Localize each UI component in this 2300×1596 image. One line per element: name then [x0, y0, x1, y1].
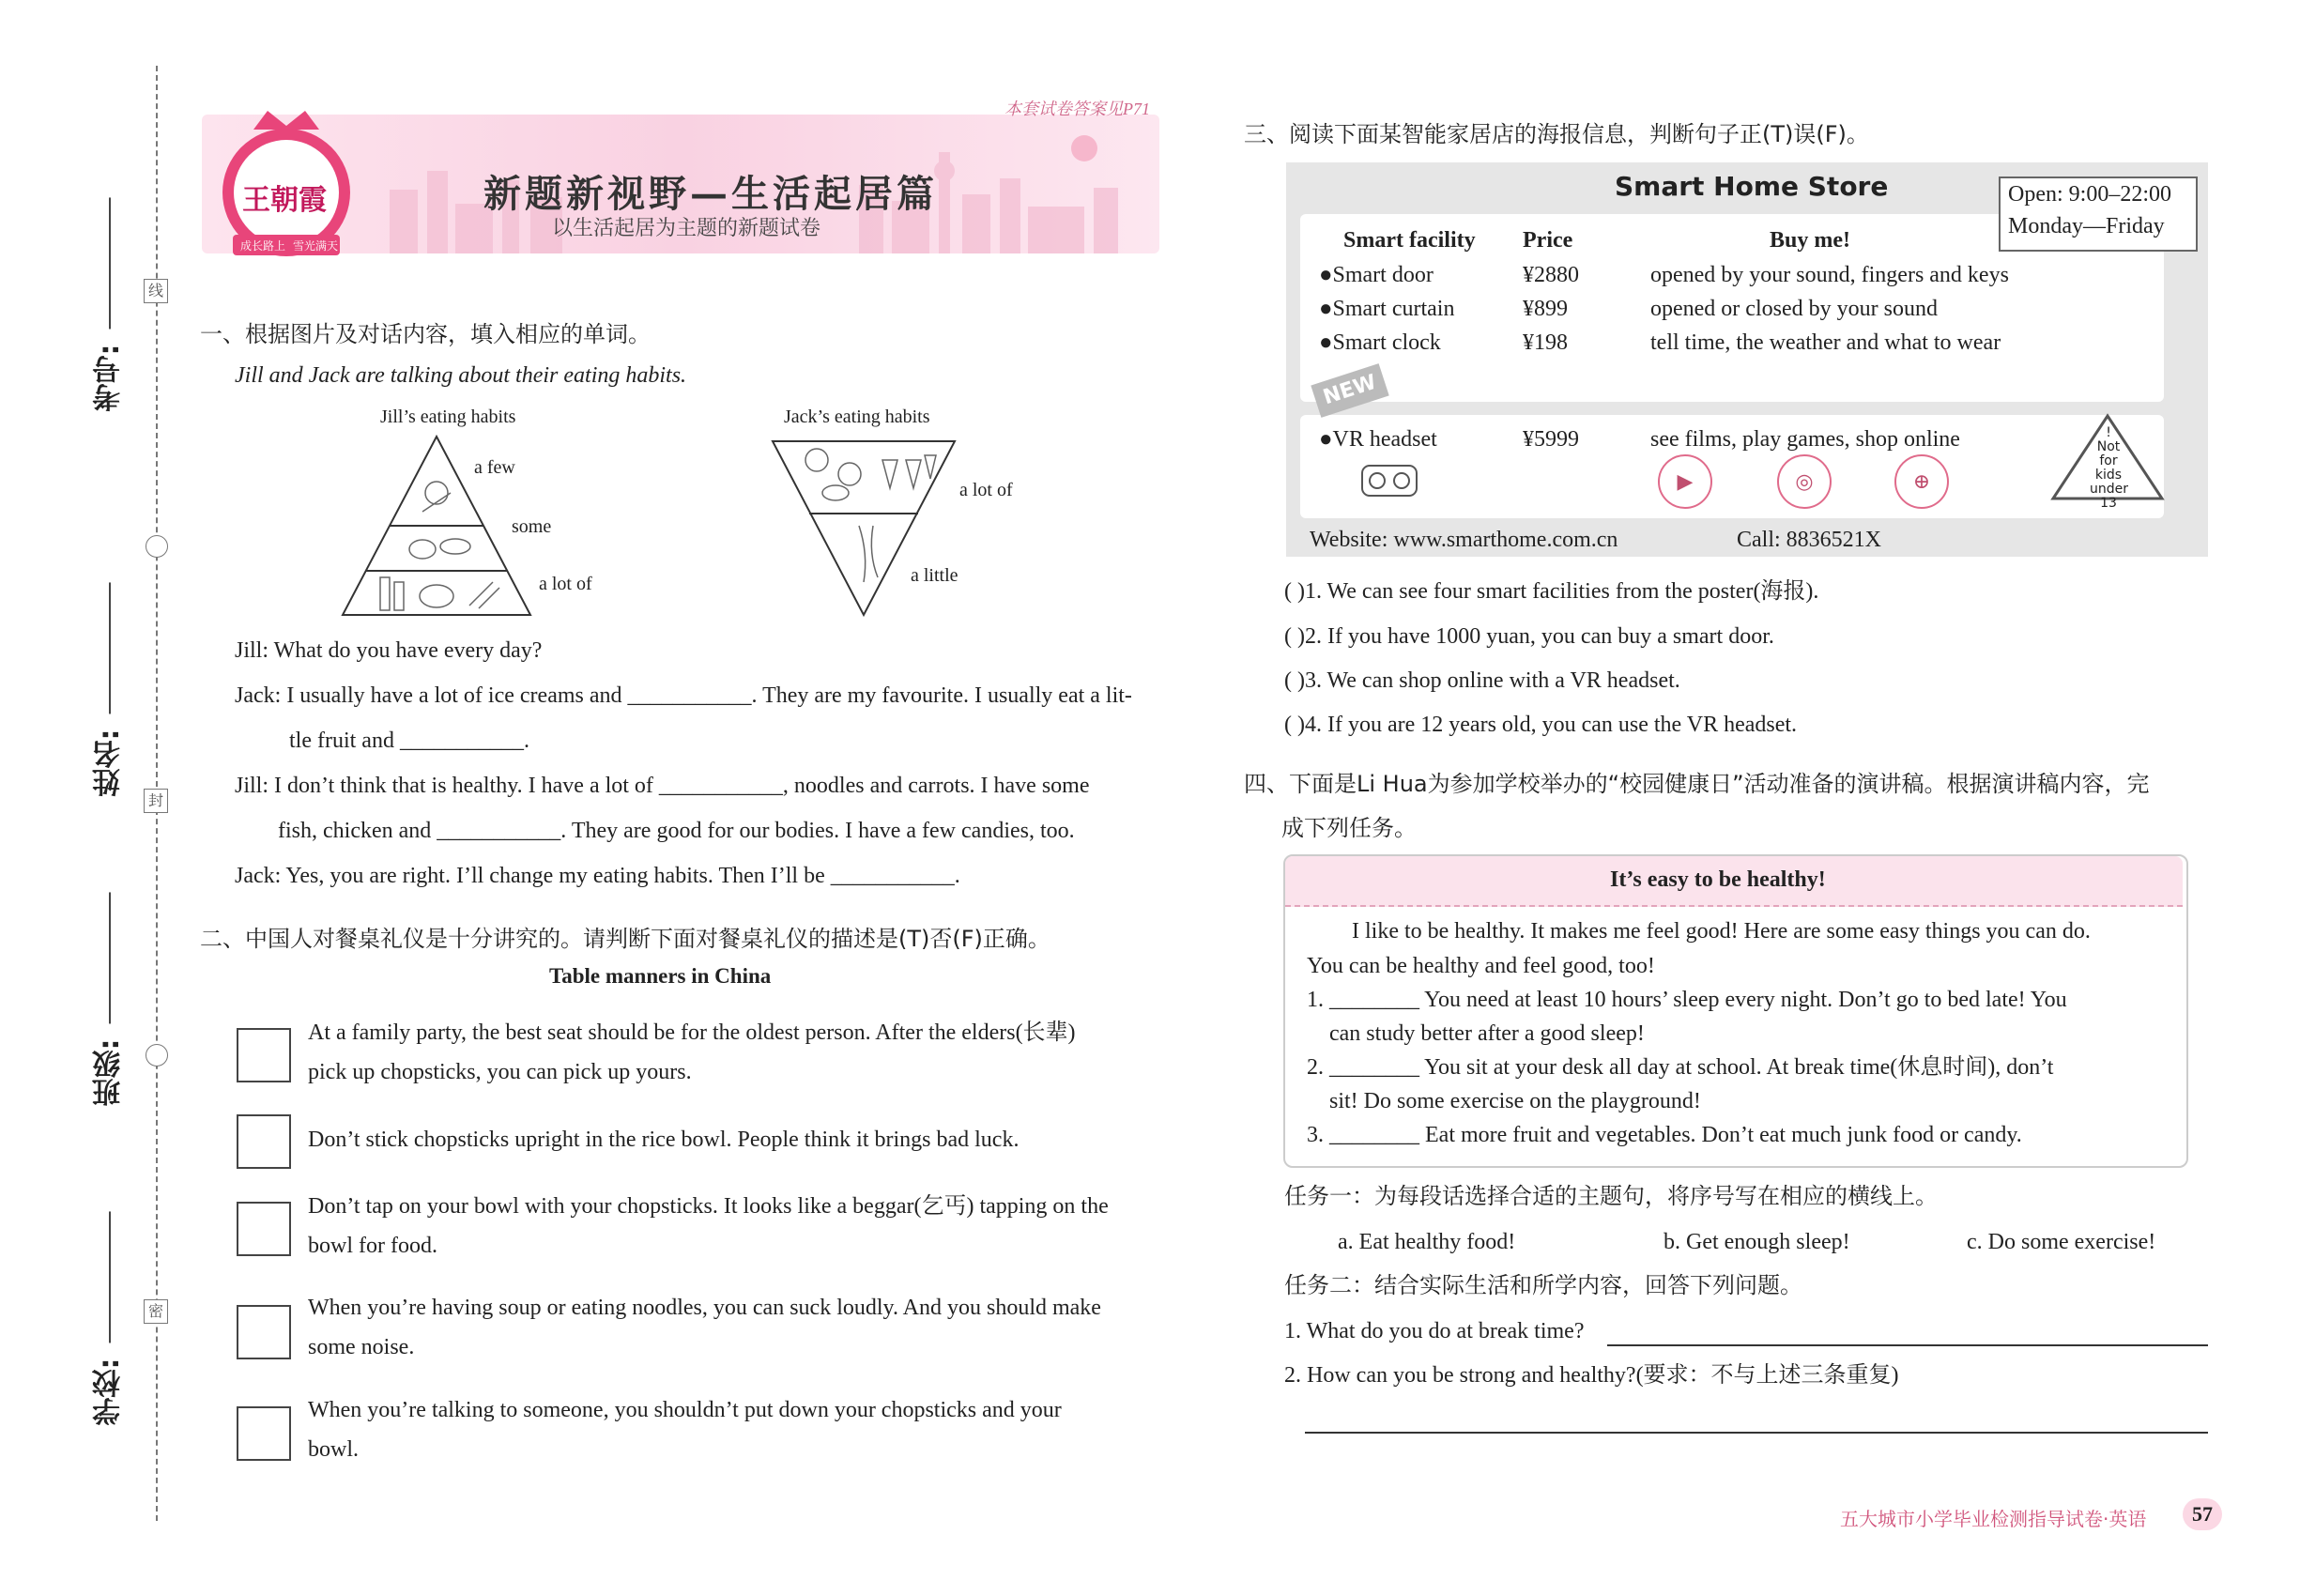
warning-line: Not — [2096, 439, 2121, 454]
col-buy: Buy me! — [1770, 228, 1850, 253]
binding-hole — [146, 1044, 168, 1067]
page-title: 新题新视野—生活起居篇 — [483, 172, 938, 216]
col-facility: Smart facility — [1343, 228, 1476, 253]
speech-line[interactable]: 3. ________ Eat more fruit and vegetables. Don’t eat much junk food or candy. — [1307, 1123, 2022, 1147]
dialogue-line: Jill: What do you have every day? — [235, 638, 543, 663]
part4-heading-cont: 成下列任务。 — [1281, 815, 1417, 841]
manner-item-line1: When you’re having soup or eating noodles, you can suck loudly. And you should make — [308, 1296, 1101, 1320]
name-line — [109, 582, 111, 714]
binding-mark-line: 线 — [144, 279, 168, 303]
question-1: 1. What do you do at break time? — [1284, 1319, 1585, 1343]
tf-answer-box[interactable] — [237, 1305, 291, 1359]
part2-heading: 二、中国人对餐桌礼仪是十分讲究的。请判断下面对餐桌礼仪的描述是(T)否(F)正确。 — [200, 926, 1050, 952]
option-c: c. Do some exercise! — [1967, 1230, 2156, 1254]
shopping-cart-icon: ⊕ — [1894, 454, 1949, 509]
task1-instruction: 任务一：为每段话选择合适的主题句，将序号写在相应的横线上。 — [1284, 1185, 1938, 1209]
speech-title: It’s easy to be healthy! — [1610, 867, 1826, 892]
speech-line: can study better after a good sleep! — [1329, 1021, 1645, 1046]
manner-item-line1: When you’re talking to someone, you shouldn’t put down your chopsticks and your — [308, 1398, 1062, 1422]
logo-motto-right: 雪光满天 — [293, 239, 339, 253]
class-line — [109, 892, 111, 1023]
vr-price: ¥5999 — [1523, 427, 1579, 452]
warning-mark: ! — [2106, 425, 2111, 440]
warning-text — [2090, 426, 2127, 511]
poster-website[interactable]: Website: www.smarthome.com.cn — [1310, 528, 1618, 552]
exam-no-field[interactable] — [89, 197, 130, 411]
logo-text: 王朝霞 — [242, 184, 327, 217]
vr-headset-icon — [1357, 454, 1422, 507]
school-line — [109, 1211, 111, 1343]
dialogue-line[interactable]: Jack: I usually have a lot of ice creams and ___________. They are my favourite. I usually eat a lit- — [235, 683, 1132, 708]
tf-question[interactable]: ( )3. We can shop online with a VR headset. — [1284, 668, 1680, 693]
new-tag: NEW — [1311, 363, 1388, 418]
jill-label-bottom: a lot of — [539, 574, 592, 594]
option-a: a. Eat healthy food! — [1338, 1230, 1516, 1254]
speech-line: I like to be healthy. It makes me feel good! Here are some easy things you can do. — [1352, 919, 2091, 944]
answer-line-1[interactable] — [1607, 1344, 2208, 1346]
class-label: 班级: — [93, 1038, 126, 1107]
tf-answer-box[interactable] — [237, 1114, 291, 1169]
jack-label-top: a lot of — [959, 480, 1013, 500]
logo-badge — [216, 103, 357, 263]
manner-item-line2: pick up chopsticks, you can pick up yours. — [308, 1060, 692, 1084]
manner-item-line2: some noise. — [308, 1335, 415, 1359]
exam-no-line — [109, 197, 111, 329]
jack-pyramid-title: Jack’s eating habits — [784, 407, 930, 427]
dialogue-line[interactable]: Jack: Yes, you are right. I’ll change my eating habits. Then I’ll be ___________. — [235, 864, 960, 888]
manner-item-line1: Don’t stick chopsticks upright in the rice bowl. People think it brings bad luck. — [308, 1128, 1020, 1152]
answer-line-2[interactable] — [1305, 1432, 2208, 1434]
poster-store-name: Smart Home Store — [1615, 171, 1889, 202]
game-controller-icon: ◎ — [1777, 454, 1832, 509]
binding-mark-secret: 密 — [144, 1299, 168, 1324]
facility-price: ¥2880 — [1523, 263, 1579, 287]
vr-desc: see films, play games, shop online — [1650, 427, 1960, 452]
dialogue-line[interactable]: fish, chicken and ___________. They are good for our bodies. I have a few candies, too. — [278, 819, 1075, 843]
speech-line[interactable]: 2. ________ You sit at your desk all day at school. At break time(休息时间), don’t — [1307, 1055, 2054, 1080]
jill-label-middle: some — [512, 516, 552, 537]
manner-item-line1: Don’t tap on your bowl with your chopsticks. It looks like a beggar(乞丐) tapping on the — [308, 1194, 1109, 1219]
facility-name: ●Smart curtain — [1319, 297, 1455, 321]
tf-answer-box[interactable] — [237, 1406, 291, 1461]
page-number: 57 — [2183, 1498, 2222, 1530]
manner-item-line1: At a family party, the best seat should be for the oldest person. After the elders(长辈) — [308, 1021, 1076, 1045]
binding-mark-seal: 封 — [144, 789, 168, 813]
jack-food-pyramid — [770, 437, 958, 620]
part3-heading: 三、阅读下面某智能家居店的海报信息，判断句子正(T)误(F)。 — [1244, 121, 1869, 147]
question-2: 2. How can you be strong and healthy?(要求：不与上述三条重复) — [1284, 1363, 1899, 1388]
tf-question[interactable]: ( )4. If you are 12 years old, you can use the VR headset. — [1284, 713, 1798, 737]
answer-reference: 本套试卷答案见P71 — [1004, 100, 1150, 118]
facility-price: ¥198 — [1523, 330, 1568, 355]
jill-pyramid-title: Jill’s eating habits — [380, 407, 516, 427]
warning-line: under 13 — [2090, 482, 2129, 511]
speech-line: sit! Do some exercise on the playground! — [1329, 1089, 1701, 1113]
class-field[interactable] — [89, 892, 130, 1106]
part2-title: Table manners in China — [549, 964, 772, 988]
facility-name: ●Smart door — [1319, 263, 1434, 287]
logo-motto-left: 成长路上 — [240, 239, 286, 253]
tf-answer-box[interactable] — [237, 1202, 291, 1256]
name-label: 姓名: — [93, 729, 126, 797]
film-camera-icon: ▶ — [1658, 454, 1712, 509]
footer-series: 五大城市小学毕业检测指导试卷·英语 — [1840, 1508, 2147, 1530]
open-time: Open: 9:00–22:00 — [2008, 182, 2171, 207]
name-field[interactable] — [89, 582, 130, 796]
facility-desc: tell time, the weather and what to wear — [1650, 330, 2001, 355]
manner-item-line2: bowl. — [308, 1437, 359, 1462]
jill-label-top: a few — [474, 457, 515, 478]
open-days: Monday—Friday — [2008, 214, 2165, 238]
part1-intro: Jill and Jack are talking about their eating habits. — [235, 363, 687, 388]
tf-question[interactable]: ( )1. We can see four smart facilities from the poster(海报). — [1284, 579, 1819, 604]
exam-no-label: 考号: — [93, 344, 126, 412]
page-subtitle: 以生活起居为主题的新题试卷 — [552, 216, 821, 239]
school-label: 学校: — [93, 1358, 126, 1426]
opening-hours-box — [1999, 176, 2198, 252]
warning-line: for kids — [2094, 453, 2123, 483]
binding-hole — [146, 535, 168, 558]
dialogue-line[interactable]: tle fruit and ___________. — [289, 729, 529, 753]
option-b: b. Get enough sleep! — [1664, 1230, 1850, 1254]
facility-price: ¥899 — [1523, 297, 1568, 321]
part4-heading: 四、下面是Li Hua为参加学校举办的“校园健康日”活动准备的演讲稿。根据演讲稿内容，完 — [1244, 771, 2150, 797]
tf-question[interactable]: ( )2. If you have 1000 yuan, you can buy a smart door. — [1284, 624, 1774, 649]
tf-answer-box[interactable] — [237, 1028, 291, 1082]
task2-instruction: 任务二：结合实际生活和所学内容，回答下列问题。 — [1284, 1274, 1802, 1298]
poster-phone: Call: 8836521X — [1737, 528, 1881, 552]
facility-desc: opened or closed by your sound — [1650, 297, 1938, 321]
manner-item-line2: bowl for food. — [308, 1234, 437, 1258]
vr-name: ●VR headset — [1319, 427, 1437, 452]
jack-label-bottom: a little — [911, 565, 958, 586]
part1-heading: 一、根据图片及对话内容，填入相应的单词。 — [200, 321, 651, 347]
speech-line[interactable]: 1. ________ You need at least 10 hours’ sleep every night. Don’t go to bed late! You — [1307, 988, 2067, 1012]
facility-name: ●Smart clock — [1319, 330, 1441, 355]
speech-line: You can be healthy and feel good, too! — [1307, 954, 1655, 978]
facility-desc: opened by your sound, fingers and keys — [1650, 263, 2009, 287]
col-price: Price — [1523, 228, 1573, 253]
school-field[interactable] — [89, 1211, 130, 1425]
dialogue-line[interactable]: Jill: I don’t think that is healthy. I have a lot of ___________, noodles and carrots. I have some — [235, 774, 1090, 798]
